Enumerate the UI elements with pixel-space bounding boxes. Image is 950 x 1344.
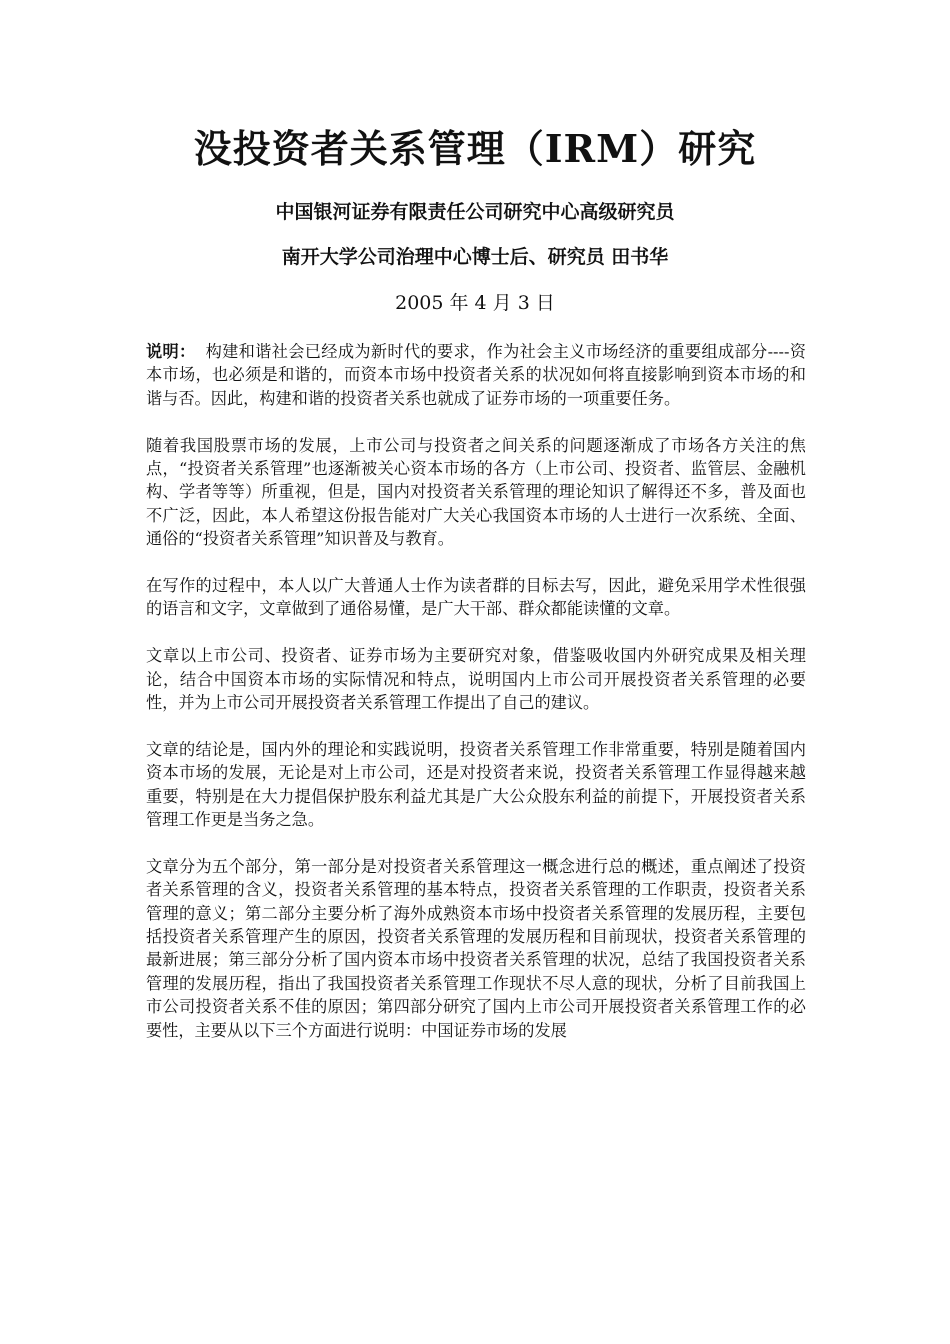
- intro-paragraph: [146, 340, 806, 410]
- document-title: 没投资者关系管理（IRM）研究: [193, 126, 757, 171]
- document-body: [146, 340, 806, 1066]
- paragraph-text: 构建和谐社会已经成为新时代的要求，作为社会主义市场经济的重要组成部分----资本市场，也必须是和谐的，而资本市场中投资者关系的状况如何将直接影响到资本市场的和谐与否。因此，构建和谐的投资者关系也就成了证券市场的一项重要任务。: [146, 342, 806, 408]
- author-affiliation-1: 中国银河证券有限责任公司研究中心高级研究员: [275, 201, 675, 223]
- paragraph: 文章分为五个部分，第一部分是对投资者关系管理这一概念进行总的概述，重点阐述了投资者关系管理的含义，投资者关系管理的基本特点，投资者关系管理的工作职责，投资者关系管理的意义；第二部分主要分析了海外成熟资本市场中投资者关系管理的发展历程，主要包括投资者关系管理产生的原因，投资者关系管理的发展历程和目前现状，投资者关系管理的最新进展；第三部分分析了国内资本市场中投资者关系管理的状况，总结了我国投资者关系管理的发展历程，指出了我国投资者关系管理工作现状不尽人意的现状，分析了目前我国上市公司投资者关系不佳的原因；第四部分研究了国内上市公司开展投资者关系管理工作的必要性，主要从以下三个方面进行说明：中国证券市场的发展: [146, 856, 806, 1040]
- paragraph: 在写作的过程中，本人以广大普通人士作为读者群的目标去写，因此，避免采用学术性很强的语言和文字，文章做到了通俗易懂，是广大干部、群众都能读懂的文章。: [146, 576, 806, 619]
- paragraph: 文章以上市公司、投资者、证券市场为主要研究对象，借鉴吸收国内外研究成果及相关理论，结合中国资本市场的实际情况和特点，说明国内上市公司开展投资者关系管理的必要性，并为上市公司开展投资者关系管理工作提出了自己的建议。: [146, 646, 806, 713]
- document-date: 2005 年 4 月 3 日: [395, 292, 555, 314]
- intro-label: 说明：: [146, 342, 196, 361]
- paragraph: 文章的结论是，国内外的理论和实践说明，投资者关系管理工作非常重要，特别是随着国内资本市场的发展，无论是对上市公司，还是对投资者来说，投资者关系管理工作显得越来越重要，特别是在大力提倡保护股东利益尤其是广大公众股东利益的前提下，开展投资者关系管理工作更是当务之急。: [146, 739, 806, 830]
- paragraph: 随着我国股票市场的发展，上市公司与投资者之间关系的问题逐渐成了市场各方关注的焦点，“投资者关系管理”也逐渐被关心资本市场的各方（上市公司、投资者、监管层、金融机构、学者等等）所重视，但是，国内对投资者关系管理的理论知识了解得还不多，普及面也不广泛，因此，本人希望这份报告能对广大关心我国资本市场的人士进行一次系统、全面、通俗的“投资者关系管理”知识普及与教育。: [146, 435, 806, 549]
- author-affiliation-2: 南开大学公司治理中心博士后、研究员 田书华: [281, 246, 669, 268]
